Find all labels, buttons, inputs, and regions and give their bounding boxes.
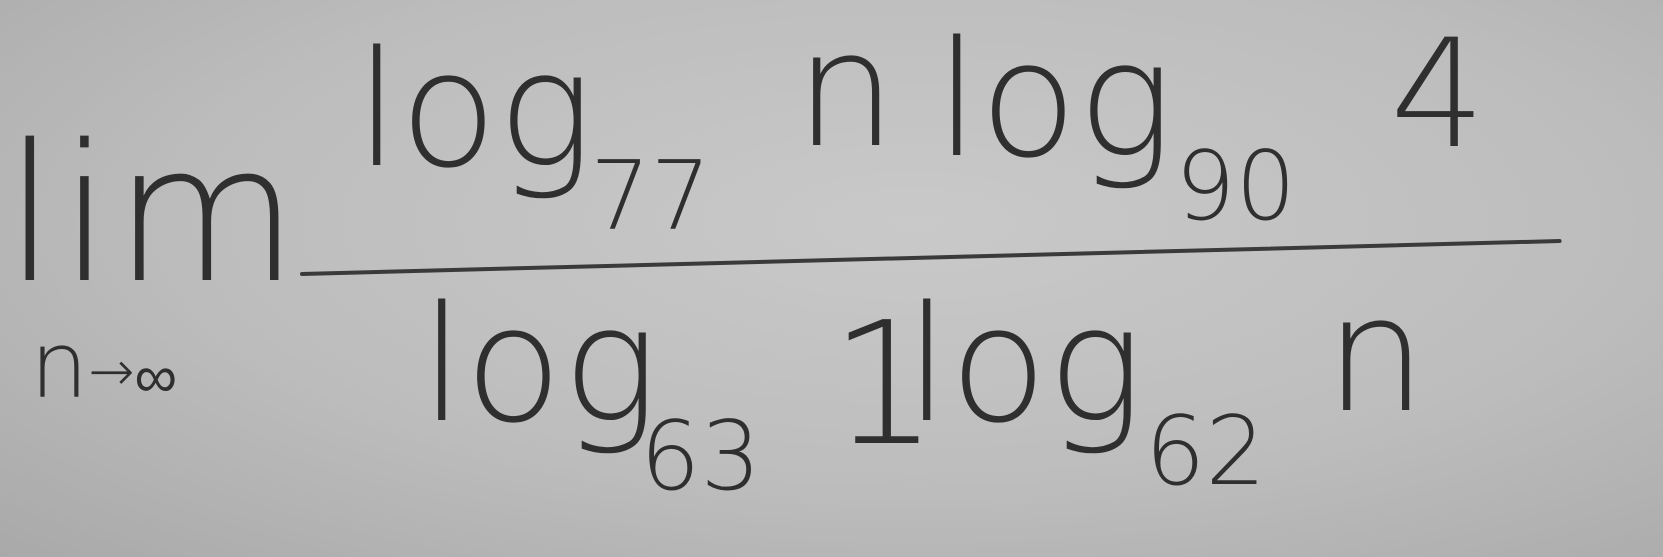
denominator-base-1: 63 (640, 402, 761, 512)
lim-operator: lim (4, 104, 301, 325)
numerator-log-1: log (355, 16, 594, 203)
numerator-variable: n (795, 0, 897, 183)
denominator-argument: n (1325, 261, 1427, 448)
denominator-log-1: log (420, 271, 659, 458)
denominator-base-2: 62 (1145, 397, 1266, 507)
limit-variable: n (30, 312, 89, 419)
denominator-coefficient: 1 (830, 286, 939, 484)
limit-target: ∞ (134, 342, 178, 412)
limit-arrow: → (88, 339, 135, 403)
denominator-log-2: log (905, 271, 1144, 458)
numerator-base-2: 90 (1175, 132, 1296, 242)
limit-subscript (30, 312, 178, 419)
numerator-log-2: log (935, 6, 1174, 193)
numerator-argument: 4 (1390, 8, 1486, 182)
numerator-base-1: 77 (590, 142, 711, 252)
